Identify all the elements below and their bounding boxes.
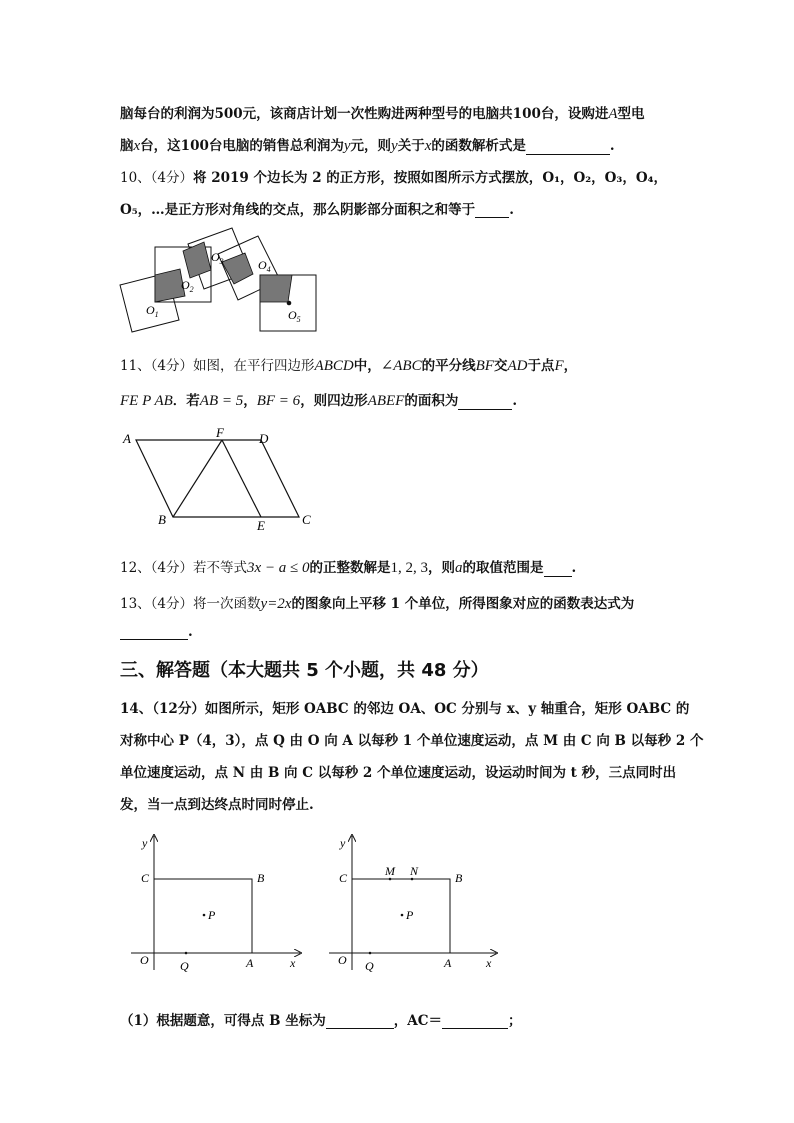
label-o5: $O_5$	[288, 308, 301, 324]
q9-text-2b: 台，这100台电脑的销售总利润为	[140, 138, 344, 154]
label-x: x	[290, 956, 296, 970]
label-y: y	[340, 836, 346, 850]
label-E: E	[257, 518, 265, 533]
q9-line2	[120, 134, 615, 155]
q13-text-a: 13、（4分）将一次函数	[120, 596, 261, 612]
q12-answer-blank[interactable]	[544, 562, 572, 577]
q11-comma: ，	[243, 393, 257, 409]
q11-end: .	[512, 393, 518, 409]
label-o1: $O_1$	[146, 303, 159, 319]
q11-text-1a: 11、（4分）如图，在平行四边形	[120, 358, 315, 374]
q9-text-1-end: 型电	[617, 106, 645, 122]
q14-part1	[120, 1009, 521, 1029]
q11-text-1e: 于点	[527, 358, 555, 374]
q12-end: .	[571, 560, 577, 576]
q10-end: .	[509, 202, 514, 218]
point-m	[389, 878, 392, 881]
label-D: D	[259, 431, 269, 446]
segment-fe	[222, 440, 261, 517]
q10-text-2: 是正方形对角线的交点，那么阴影部分面积之和等于	[164, 202, 476, 218]
q11-bf: BF	[475, 358, 494, 374]
q9-text-2c: 元，则	[350, 138, 392, 154]
q12-text-c: ，则	[428, 560, 456, 576]
q9-var-x: x	[133, 138, 141, 154]
q10-o5: O₅，…	[120, 202, 165, 218]
q13-end: .	[188, 624, 193, 640]
q12-line	[120, 556, 576, 577]
q9-text-2d: 关于	[397, 138, 425, 154]
label-M: M	[385, 864, 395, 878]
q13-text-b: 的图象向上平移 1 个单位，所得图象对应的函数表达式为	[291, 596, 635, 612]
q12-solutions: 1, 2, 3	[390, 560, 429, 576]
label-C: C	[141, 871, 150, 885]
q9-line1	[120, 102, 645, 123]
q9-text-2e: 的函数解析式是	[431, 138, 526, 154]
q9-text-1: 脑每台的利润为500元，该商店计划一次性购进两种型号的电脑共100台，设购进	[120, 106, 609, 122]
point-q	[369, 952, 372, 955]
q11-line2	[120, 389, 517, 410]
label-o4: $O_4$	[258, 258, 271, 274]
q12-var-a: a	[455, 560, 463, 576]
label-A: A	[123, 431, 131, 446]
label-o3: $O_3$	[211, 250, 224, 266]
q11-text-2c: 的面积为	[404, 393, 459, 409]
point-n	[411, 878, 414, 881]
q11-answer-blank[interactable]	[458, 395, 512, 410]
q14-p1-end: ；	[507, 1013, 522, 1029]
q11-line1	[120, 354, 577, 375]
section-3-heading: 三、解答题（本大题共 5 个小题，共 48 分）	[120, 660, 489, 681]
q13-answer-blank[interactable]	[120, 625, 188, 640]
q11-text-1c: 的平分线	[421, 358, 476, 374]
segment-bf	[173, 440, 222, 517]
q10-number: 10、（4分）	[120, 170, 194, 186]
q11-parallelogram-figure	[116, 424, 326, 534]
label-F: F	[216, 425, 224, 440]
q11-text-2b: ，则四边形	[300, 393, 368, 409]
q11-abef: ABEF	[367, 393, 405, 409]
q14-line2: 对称中心 P（4，3），点 Q 由 O 向 A 以每秒 1 个单位速度运动，点 M 由 C 向 B 以每秒 2 个	[120, 733, 704, 749]
q11-text-2a: ．若	[172, 393, 200, 409]
q9-var-A: A	[608, 106, 618, 122]
label-B: B	[158, 512, 166, 527]
q11-bf6: BF = 6	[256, 393, 301, 409]
q14-b-coordinate-blank[interactable]	[326, 1014, 394, 1029]
q11-ad: AD	[507, 358, 528, 374]
label-A: A	[246, 956, 254, 970]
label-y: y	[142, 836, 148, 850]
label-P: P	[208, 908, 216, 922]
q10-line1	[120, 166, 667, 186]
q12-text-d: 的取值范围是	[462, 560, 544, 576]
q12-inequality: 3x − a ≤ 0	[247, 560, 310, 576]
q14-p1-text-b: ，AC＝	[393, 1013, 442, 1029]
q11-f: F	[554, 358, 564, 374]
label-B: B	[455, 871, 463, 885]
q10-text-1: 将 2019 个边长为 2 的正方形，按照如图所示方式摆放，	[193, 170, 543, 186]
q11-fe-parallel-ab: FE P AB	[120, 393, 173, 409]
q9-var-y: y	[343, 138, 351, 154]
q14-ac-blank[interactable]	[442, 1014, 508, 1029]
q13-line2	[120, 624, 193, 640]
q11-abcd: ABCD	[314, 358, 354, 374]
q13-function: y=2x	[260, 596, 292, 612]
shade-4	[260, 275, 292, 302]
label-C: C	[339, 871, 348, 885]
label-o2: $O_2$	[181, 278, 194, 294]
label-O: O	[140, 953, 149, 967]
q11-text-1f: ，	[563, 358, 578, 374]
q9-var-y2: y	[391, 138, 398, 154]
q10-squares-figure	[110, 222, 330, 340]
q11-angle: ∠ABC	[380, 358, 422, 374]
label-B: B	[257, 871, 265, 885]
rectangle-oabc	[352, 879, 450, 953]
rectangle-oabc	[154, 879, 252, 953]
q14-line4: 发，当一点到达终点时同时停止.	[120, 797, 314, 813]
q13-line1	[120, 592, 634, 613]
label-N: N	[410, 864, 419, 878]
point-o5	[287, 301, 292, 306]
q11-text-1d: 交	[493, 358, 508, 374]
q9-answer-blank[interactable]	[526, 140, 610, 155]
q11-ab5: AB = 5	[199, 393, 244, 409]
q11-text-1b: 中，	[353, 358, 381, 374]
q9-end: .	[609, 138, 615, 154]
q14-figure-1	[126, 832, 306, 974]
q9-var-x2: x	[424, 138, 432, 154]
q14-line1: 14、（12分）如图所示，矩形 OABC 的邻边 OA、OC 分别与 x、y 轴重合，矩形 OABC 的	[120, 701, 690, 717]
q14-figure-2	[324, 832, 504, 974]
point-q	[185, 952, 188, 955]
label-x: x	[486, 956, 492, 970]
label-Q: Q	[365, 959, 374, 973]
label-P: P	[406, 908, 414, 922]
q10-answer-blank[interactable]	[475, 203, 509, 218]
point-p	[203, 914, 206, 917]
shade-3	[222, 253, 253, 284]
q14-p1-text-a: （1）根据题意，可得点 B 坐标为	[120, 1013, 326, 1029]
label-Q: Q	[180, 959, 189, 973]
label-A: A	[444, 956, 452, 970]
q10-line2	[120, 198, 514, 218]
q14-line3: 单位速度运动，点 N 由 B 向 C 以每秒 2 个单位速度运动，设运动时间为 t 秒，三点同时出	[120, 765, 677, 781]
label-O: O	[338, 953, 347, 967]
q10-o-list: O₁，O₂，O₃，O₄，	[542, 170, 668, 186]
q9-text-2a: 脑	[120, 138, 134, 154]
point-p	[401, 914, 404, 917]
parallelogram-abcd	[136, 440, 299, 517]
label-C: C	[302, 512, 311, 527]
q12-text-a: 12、（4分）若不等式	[120, 560, 248, 576]
q12-text-b: 的正整数解是	[309, 560, 391, 576]
